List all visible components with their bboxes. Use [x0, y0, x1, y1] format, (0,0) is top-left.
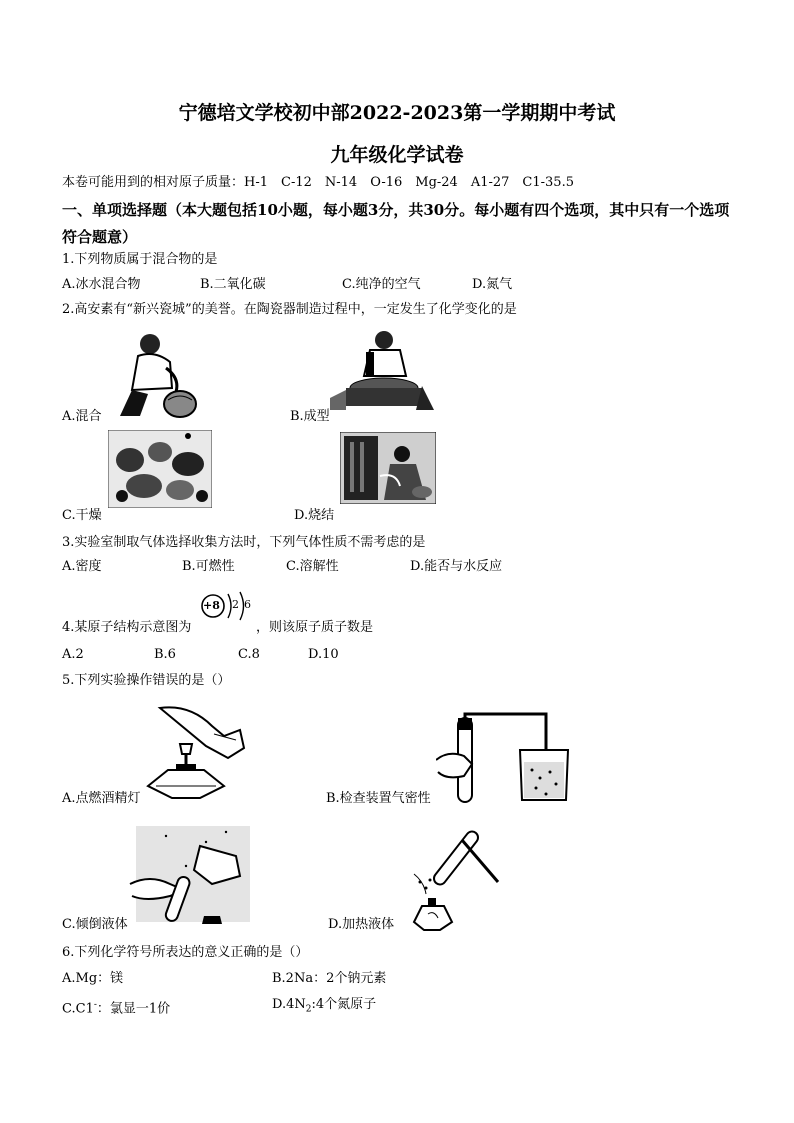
atomic-masses: 本卷可能用到的相对原子质量：H-1 C-12 N-14 O-16 Mg-24 A1-27 C1-35.5: [62, 175, 574, 190]
sintering-illustration: [340, 432, 436, 504]
q4-stem-end: ，则该原子质子数是: [256, 620, 374, 635]
q2-option-a: A.混合: [62, 409, 102, 424]
alcohol-lamp-illustration: [140, 700, 250, 800]
q1-option-a: A.冰水混合物: [62, 277, 141, 292]
pouring-liquid-illustration: [126, 826, 252, 926]
q3-option-d: D.能否与水反应: [410, 559, 503, 574]
q2-option-d: D.烧结: [294, 508, 335, 523]
q6-option-c: [62, 996, 170, 1018]
drying-illustration: [108, 430, 212, 508]
q6-option-d-meaning: :4个氮原子: [311, 997, 377, 1012]
q2-stem: 2.高安素有“新兴瓷城”的美誉。在陶瓷器制造过程中，一定发生了化学变化的是: [62, 302, 517, 317]
q1-option-c: C.纯净的空气: [342, 277, 421, 292]
q3-option-a: A.密度: [62, 559, 102, 574]
section-heading: 一、单项选择题（本大题包括10小题，每小题3分，共30分。每小题有四个选项，其中只有一个选项符合题意）: [62, 201, 730, 246]
q1-option-b: B.二氧化碳: [200, 277, 266, 292]
q3-option-c: C.溶解性: [286, 559, 339, 574]
q5-stem: 5.下列实验操作错误的是（）: [62, 673, 231, 688]
q4-option-d: D.10: [308, 647, 339, 662]
exam-subtitle: 九年级化学试卷: [330, 144, 464, 166]
shaping-illustration: [326, 326, 436, 414]
q3-stem: 3.实验室制取气体选择收集方法时，下列气体性质不需考虑的是: [62, 535, 426, 550]
q6-option-c-superscript: -: [93, 1000, 97, 1010]
q6-option-d-subscript: 2: [305, 1004, 312, 1015]
atom-shell-2-count: 6: [244, 598, 251, 611]
q4-stem-start: 4.某原子结构示意图为: [62, 620, 192, 635]
q5-option-d: D.加热液体: [328, 917, 395, 932]
q4-option-b: B.6: [154, 647, 176, 662]
mixing-illustration: [110, 328, 200, 420]
atom-structure-diagram: [198, 590, 254, 634]
q6-option-d-symbol: D.4N: [272, 997, 306, 1012]
atom-nucleus-charge: +8: [203, 599, 220, 612]
q6-stem: 6.下列化学符号所表达的意义正确的是（）: [62, 945, 309, 960]
exam-title: 宁德培文学校初中部2022-2023第一学期期中考试: [178, 102, 616, 124]
q1-stem: 1.下列物质属于混合物的是: [62, 252, 218, 267]
q6-option-c-meaning: ：氯显一1价: [96, 1001, 171, 1017]
q6-option-c-symbol: C.C1: [62, 1001, 94, 1017]
q1-option-d: D.氮气: [472, 277, 513, 292]
q2-option-c: C.干燥: [62, 508, 102, 523]
q4-option-a: A.2: [62, 647, 84, 662]
q6-option-d: [272, 996, 376, 1019]
q6-option-b: B.2Na：2个钠元素: [272, 971, 387, 986]
heating-liquid-illustration: [404, 822, 504, 932]
q5-option-a: A.点燃酒精灯: [62, 791, 141, 806]
airtightness-check-illustration: [436, 710, 586, 806]
q5-option-c: C.倾倒液体: [62, 917, 128, 932]
atom-shell-1-count: 2: [232, 598, 239, 611]
q6-option-a: A.Mg：镁: [62, 971, 124, 986]
q2-option-b: B.成型: [290, 409, 330, 424]
q5-option-b: B.检查装置气密性: [326, 791, 431, 806]
q4-option-c: C.8: [238, 647, 260, 662]
q3-option-b: B.可燃性: [182, 559, 235, 574]
